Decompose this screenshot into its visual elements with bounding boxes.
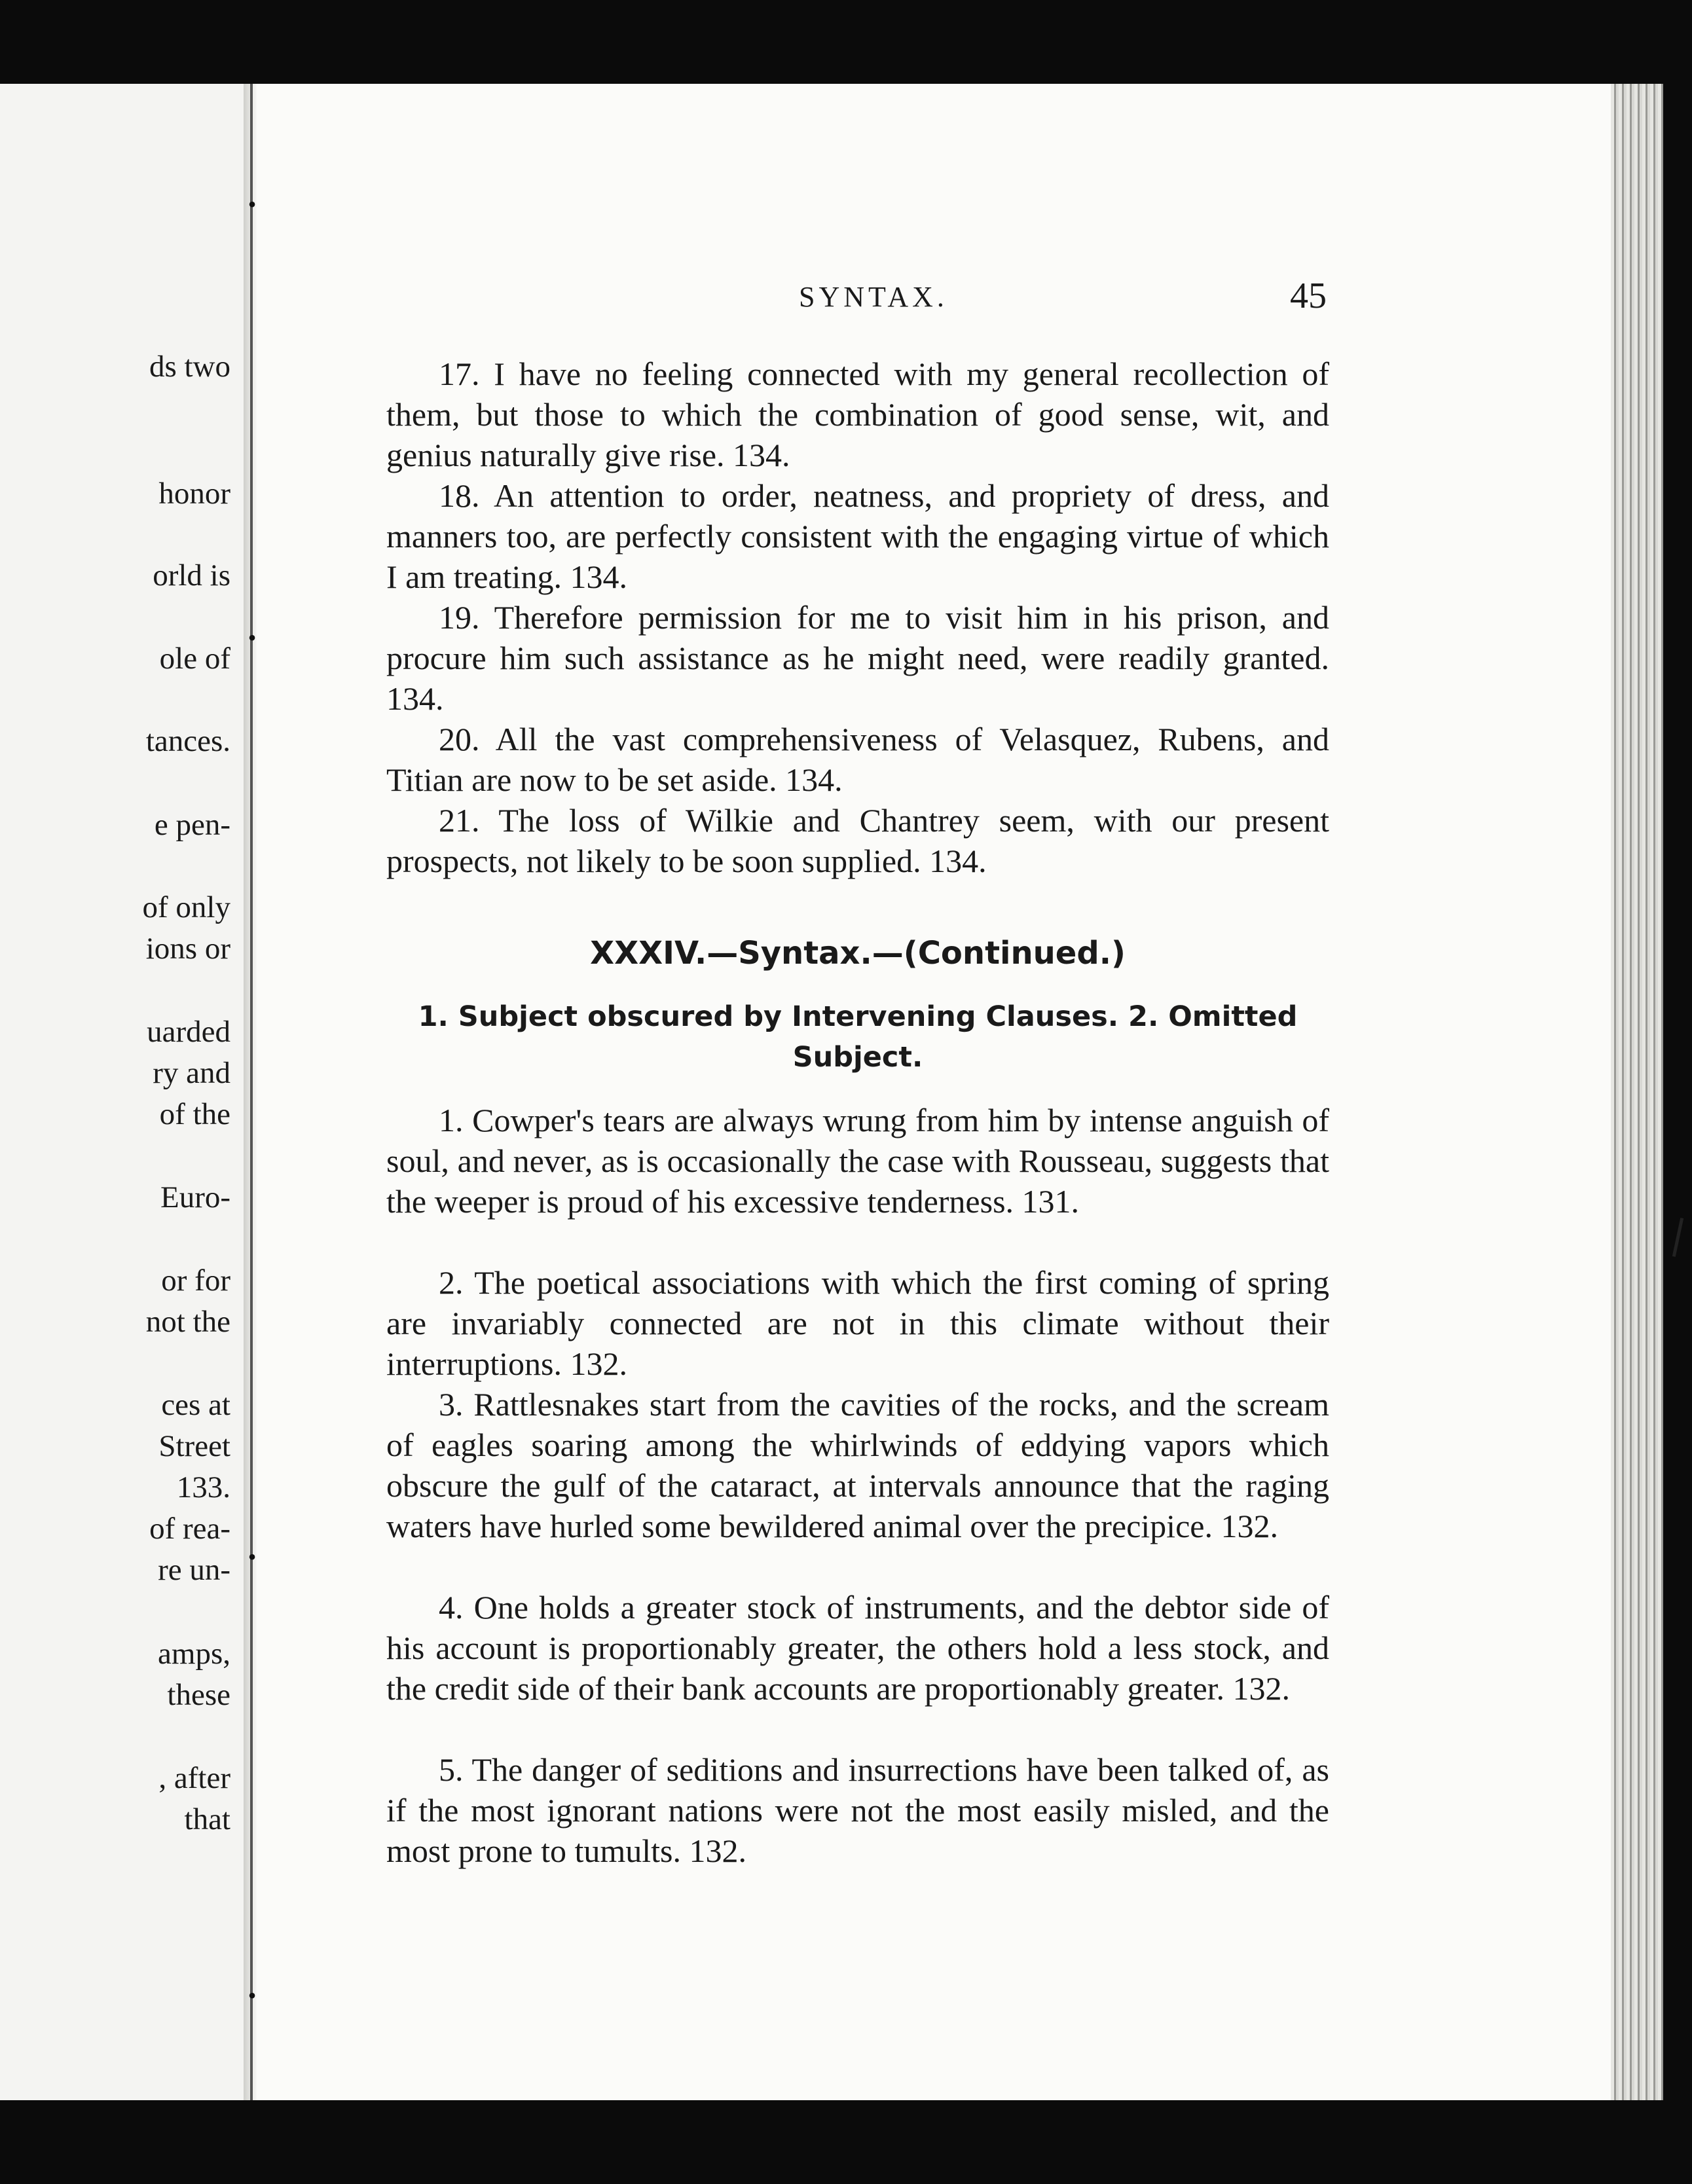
- left-fragment: of the: [159, 1097, 230, 1131]
- left-fragment: Euro-: [160, 1180, 230, 1214]
- left-fragment: not the: [145, 1305, 230, 1339]
- page-number: 45: [1290, 276, 1327, 316]
- left-fragment: , after: [158, 1761, 230, 1795]
- exercise-paragraph: 18. An attention to order, neatness, and propriety of dress, and manners too, are perfectly consistent with the engaging virtue of which I am treating. 134.: [386, 477, 1329, 595]
- left-fragment: re un-: [158, 1553, 230, 1587]
- left-fragment: amps,: [158, 1637, 230, 1671]
- left-fragment: orld is: [153, 558, 230, 592]
- binding-stitch: •: [248, 191, 257, 217]
- left-fragment: ole of: [159, 642, 230, 676]
- left-fragment: e pen-: [154, 808, 230, 842]
- left-fragment: tances.: [145, 724, 230, 758]
- left-fragment: 133.: [176, 1470, 230, 1504]
- gutter-fold-line: [250, 84, 253, 2100]
- binding-stitch: •: [248, 625, 257, 651]
- exercise-paragraph: 4. One holds a greater stock of instruments, and the debtor side of his account is proportionably greater, the others hold a less stock, and the credit side of their bank accounts are proportionably greater. 132.: [386, 1589, 1329, 1707]
- exercise-paragraph: 1. Cowper's tears are always wrung from him by intense anguish of soul, and never, as is occasionally the case with Rousseau, suggests that the weeper is proud of his excessive tenderness. 131.: [386, 1102, 1329, 1220]
- left-fragment: honor: [158, 477, 230, 511]
- exercise-paragraph: 5. The danger of seditions and insurrections have been talked of, as if the most ignorant nations were not the most easily misled, and the most prone to tumults. 132.: [386, 1751, 1329, 1869]
- exercise-paragraph: 3. Rattlesnakes start from the cavities of the rocks, and the scream of eagles soaring among the whirlwinds of eddying vapors which obscure the gulf of the cataract, at intervals announce that the raging waters have hurled some bewildered animal over the precipice. 132.: [386, 1386, 1329, 1544]
- binding-stitch: •: [248, 1982, 257, 2009]
- exercise-paragraph: 17. I have no feeling connected with my general recollection of them, but those to which the combination of good sense, wit, and genius naturally give rise. 134.: [386, 355, 1329, 473]
- exercise-paragraph: 19. Therefore permission for me to visit him in his prison, and procure him such assistance as he might need, were readily granted. 134.: [386, 599, 1329, 717]
- section-subtitle: 1. Subject obscured by Intervening Clauses. 2. Omitted Subject.: [418, 1000, 1298, 1074]
- left-page: [0, 84, 244, 2100]
- left-fragment: ces at: [161, 1388, 230, 1422]
- left-fragment: Street: [158, 1429, 230, 1463]
- left-fragment: or for: [161, 1264, 230, 1298]
- left-fragment: of only: [142, 890, 230, 924]
- running-head: SYNTAX.: [799, 281, 948, 313]
- left-fragment: ry and: [153, 1056, 230, 1090]
- left-fragment: of rea-: [149, 1512, 230, 1546]
- left-fragment: ions or: [145, 932, 230, 966]
- left-fragment: ds two: [149, 350, 230, 384]
- page-edges: [1611, 84, 1663, 2100]
- left-fragment: uarded: [147, 1015, 230, 1049]
- exercise-paragraph: 20. All the vast comprehensiveness of Velasquez, Rubens, and Titian are now to be set aside. 134.: [386, 721, 1329, 798]
- exercise-paragraph: 21. The loss of Wilkie and Chantrey seem, with our present prospects, not likely to be soon supplied. 134.: [386, 802, 1329, 879]
- left-fragment: these: [167, 1678, 230, 1712]
- exercise-paragraph: 2. The poetical associations with which the first coming of spring are invariably connected are not in this climate without their interruptions. 132.: [386, 1264, 1329, 1382]
- binding-stitch: •: [248, 1544, 257, 1570]
- section-title: XXXIV.—Syntax.—(Continued.): [590, 935, 1126, 972]
- scan-artifact: [1672, 1218, 1683, 1257]
- left-fragment: that: [184, 1802, 230, 1836]
